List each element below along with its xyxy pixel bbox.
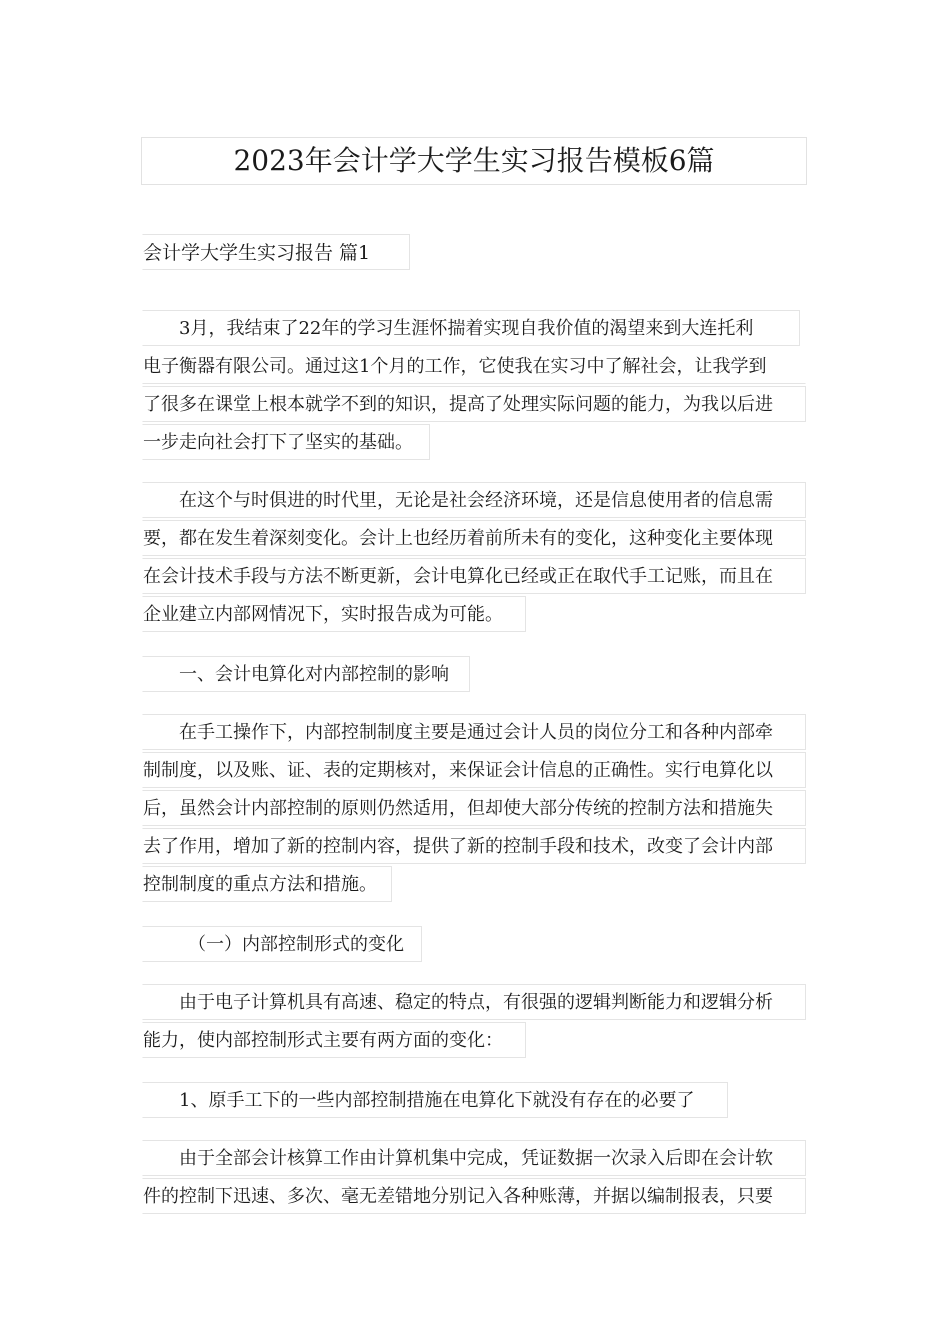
paragraph-line: 3月，我结束了22年的学习生涯怀揣着实现自我价值的渴望来到大连托利	[142, 310, 800, 346]
paragraph-line: 在手工操作下，内部控制制度主要是通过会计人员的岗位分工和各种内部牵	[142, 714, 806, 750]
paragraph-line: 后，虽然会计内部控制的原则仍然适用，但却使大部分传统的控制方法和措施失	[142, 790, 806, 826]
paragraph-line: 件的控制下迅速、多次、毫无差错地分别记入各种账薄，并据以编制报表，只要	[142, 1178, 806, 1214]
paragraph-line: 能力，使内部控制形式主要有两方面的变化：	[142, 1022, 526, 1058]
subheading-line: 一、会计电算化对内部控制的影响	[142, 656, 470, 692]
paragraph-line: 去了作用，增加了新的控制内容，提供了新的控制手段和技术，改变了会计内部	[142, 828, 806, 864]
paragraph-line: 企业建立内部网情况下，实时报告成为可能。	[142, 596, 526, 632]
paragraph-line: 电子衡器有限公司。通过这1个月的工作，它使我在实习中了解社会，让我学到	[142, 348, 806, 384]
paragraph-line: 要，都在发生着深刻变化。会计上也经历着前所未有的变化，这种变化主要体现	[142, 520, 806, 556]
document-title: 2023年会计学大学生实习报告模板6篇	[141, 137, 807, 185]
subheading-line: （一）内部控制形式的变化	[142, 926, 422, 962]
paragraph-line: 了很多在课堂上根本就学不到的知识，提高了处理实际问题的能力，为我以后进	[142, 386, 806, 422]
paragraph-line: 在这个与时俱进的时代里，无论是社会经济环境，还是信息使用者的信息需	[142, 482, 806, 518]
paragraph-line: 由于全部会计核算工作由计算机集中完成，凭证数据一次录入后即在会计软	[142, 1140, 806, 1176]
paragraph-line: 制制度，以及账、证、表的定期核对，来保证会计信息的正确性。实行电算化以	[142, 752, 806, 788]
paragraph-line: 在会计技术手段与方法不断更新，会计电算化已经或正在取代手工记账，而且在	[142, 558, 806, 594]
paragraph-line: 一步走向社会打下了坚实的基础。	[142, 424, 430, 460]
paragraph-line: 控制制度的重点方法和措施。	[142, 866, 392, 902]
paragraph-line: 由于电子计算机具有高速、稳定的特点，有很强的逻辑判断能力和逻辑分析	[142, 984, 806, 1020]
section-heading: 会计学大学生实习报告 篇1	[142, 234, 410, 270]
subheading-line: 1、原手工下的一些内部控制措施在电算化下就没有存在的必要了	[142, 1082, 728, 1118]
